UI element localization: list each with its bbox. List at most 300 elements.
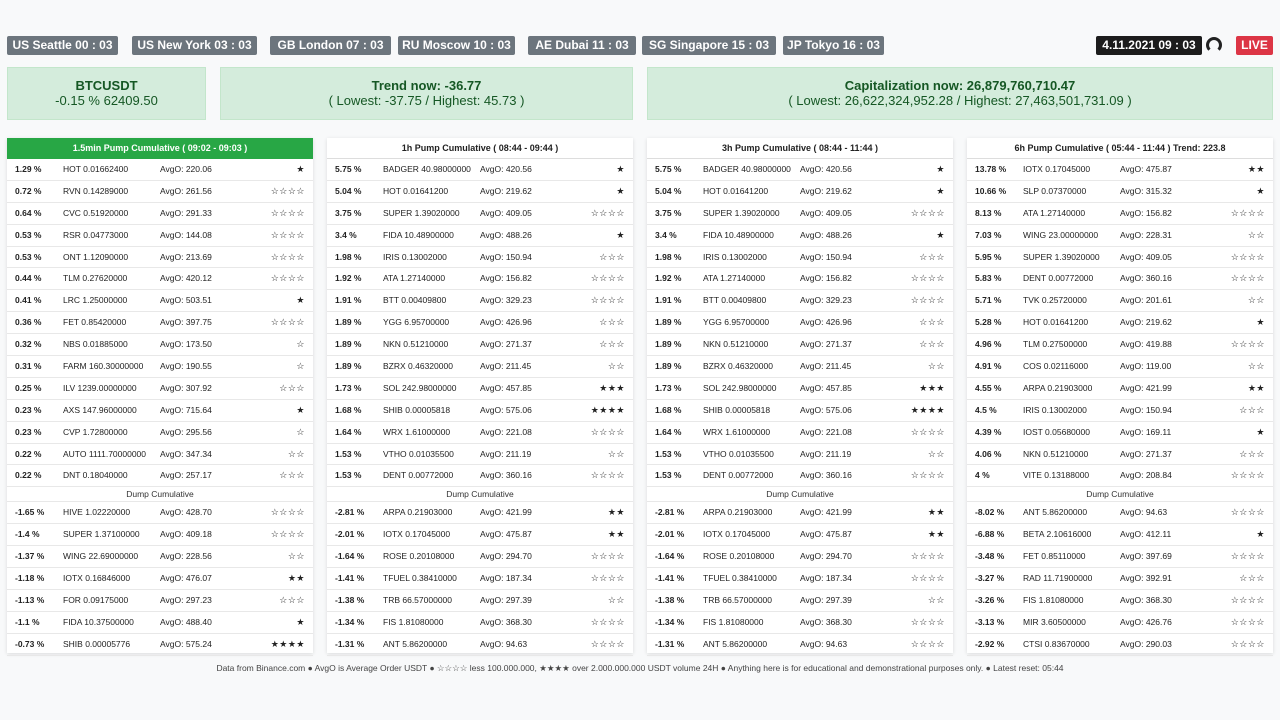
average-order: AvgO: 187.34 <box>800 573 852 584</box>
volume-stars: ☆☆☆ <box>1239 448 1265 459</box>
pump-row <box>967 268 1273 290</box>
symbol-price: FIDA 10.48900000 <box>703 229 774 240</box>
average-order: AvgO: 271.37 <box>1120 448 1172 459</box>
volume-stars: ☆☆ <box>607 594 625 605</box>
dump-row <box>7 612 313 634</box>
ticker-symbol: BTCUSDT <box>75 78 138 93</box>
change-percent: 1.89 % <box>655 361 682 372</box>
top-bar <box>7 36 1273 55</box>
volume-stars: ☆☆ <box>1247 295 1265 306</box>
clock-singapore: SG Singapore 15 : 03 <box>642 36 776 55</box>
change-percent: 5.75 % <box>335 164 362 174</box>
symbol-price: ILV 1239.00000000 <box>63 382 137 393</box>
change-percent: 0.36 % <box>15 317 42 328</box>
volume-stars: ★★★ <box>599 382 625 393</box>
change-percent: 1.89 % <box>335 317 362 328</box>
symbol-price: RAD 11.71900000 <box>1023 573 1093 584</box>
volume-stars: ☆☆☆☆ <box>590 426 625 437</box>
volume-stars: ★★★ <box>919 382 945 393</box>
change-percent: 5.71 % <box>975 295 1002 306</box>
symbol-price: ATA 1.27140000 <box>383 273 446 284</box>
average-order: AvgO: 201.61 <box>1120 295 1172 306</box>
change-percent: 1.91 % <box>335 295 362 306</box>
volume-stars: ☆☆☆☆ <box>590 295 625 306</box>
pump-row <box>327 356 633 378</box>
change-percent: 5.04 % <box>655 185 682 196</box>
pump-row <box>327 159 633 181</box>
average-order: AvgO: 715.64 <box>160 404 212 415</box>
symbol-price: VTHO 0.01035500 <box>703 448 774 459</box>
average-order: AvgO: 488.26 <box>800 229 852 240</box>
volume-stars: ☆☆☆☆ <box>1230 638 1265 649</box>
dump-row <box>327 568 633 590</box>
average-order: AvgO: 575.24 <box>160 638 212 649</box>
panel-title[interactable]: 1h Pump Cumulative ( 08:44 - 09:44 ) <box>327 138 633 159</box>
pump-row <box>327 444 633 466</box>
dump-row <box>7 546 313 568</box>
average-order: AvgO: 421.99 <box>480 507 532 518</box>
symbol-price: FET 0.85420000 <box>63 317 127 328</box>
dump-row <box>327 524 633 546</box>
average-order: AvgO: 219.62 <box>800 185 852 196</box>
change-percent: 0.23 % <box>15 404 42 415</box>
pump-row <box>967 225 1273 247</box>
symbol-price: TRB 66.57000000 <box>383 594 452 605</box>
change-percent: 0.32 % <box>15 339 42 350</box>
symbol-price: SHIB 0.00005818 <box>703 404 771 415</box>
symbol-price: TFUEL 0.38410000 <box>703 573 777 584</box>
volume-stars: ☆☆☆ <box>599 251 625 262</box>
symbol-price: SUPER 1.37100000 <box>63 529 140 540</box>
panel-6h <box>967 138 1273 653</box>
average-order: AvgO: 228.56 <box>160 551 212 562</box>
volume-stars: ☆☆☆☆ <box>1230 594 1265 605</box>
volume-stars: ☆☆☆☆ <box>590 470 625 481</box>
average-order: AvgO: 421.99 <box>1120 382 1172 393</box>
volume-stars: ☆☆☆☆ <box>270 251 305 262</box>
symbol-price: IOST 0.05680000 <box>1023 426 1090 437</box>
panel-title[interactable]: 6h Pump Cumulative ( 05:44 - 11:44 ) Trend: 223.8 <box>967 138 1273 159</box>
symbol-price: BETA 2.10616000 <box>1023 529 1092 540</box>
change-percent: 4 % <box>975 470 990 481</box>
average-order: AvgO: 150.94 <box>480 251 532 262</box>
change-percent: 0.22 % <box>15 448 42 459</box>
average-order: AvgO: 329.23 <box>800 295 852 306</box>
pump-row <box>647 159 953 181</box>
average-order: AvgO: 211.45 <box>800 361 852 372</box>
average-order: AvgO: 208.84 <box>1120 470 1172 481</box>
average-order: AvgO: 144.08 <box>160 229 212 240</box>
symbol-price: HOT 0.01641200 <box>703 185 769 196</box>
pump-row <box>327 225 633 247</box>
average-order: AvgO: 426.96 <box>800 317 852 328</box>
volume-stars: ☆ <box>296 339 305 350</box>
average-order: AvgO: 329.23 <box>480 295 532 306</box>
pump-row <box>7 268 313 290</box>
volume-stars: ☆☆ <box>927 448 945 459</box>
volume-stars: ☆☆☆☆ <box>590 207 625 218</box>
current-datetime: 4.11.2021 09 : 03 <box>1096 36 1202 55</box>
pump-row <box>967 356 1273 378</box>
average-order: AvgO: 368.30 <box>480 616 532 627</box>
change-percent: 13.78 % <box>975 164 1007 174</box>
change-percent: -1.37 % <box>15 551 45 562</box>
panel-title[interactable]: 3h Pump Cumulative ( 08:44 - 11:44 ) <box>647 138 953 159</box>
pump-row <box>967 378 1273 400</box>
symbol-price: FIS 1.81080000 <box>703 616 764 627</box>
volume-stars: ☆☆☆ <box>919 317 945 328</box>
change-percent: 3.75 % <box>655 207 682 218</box>
average-order: AvgO: 211.19 <box>800 448 852 459</box>
symbol-price: FOR 0.09175000 <box>63 594 129 605</box>
change-percent: 4.39 % <box>975 426 1002 437</box>
average-order: AvgO: 156.82 <box>480 273 532 284</box>
trend-now: Trend now: -36.77 <box>371 78 482 93</box>
change-percent: 5.28 % <box>975 317 1002 328</box>
change-percent: 3.4 % <box>655 229 677 240</box>
pump-row <box>327 378 633 400</box>
average-order: AvgO: 213.69 <box>160 251 212 262</box>
volume-stars: ☆☆ <box>927 361 945 372</box>
dump-row <box>647 590 953 612</box>
symbol-price: HOT 0.01662400 <box>63 164 129 174</box>
change-percent: -1.13 % <box>15 594 45 605</box>
symbol-price: VITE 0.13188000 <box>1023 470 1090 481</box>
symbol-price: AXS 147.96000000 <box>63 404 137 415</box>
dump-row <box>327 590 633 612</box>
pump-row <box>7 181 313 203</box>
symbol-price: TVK 0.25720000 <box>1023 295 1087 306</box>
change-percent: 1.98 % <box>335 251 362 262</box>
volume-stars: ☆☆☆☆ <box>270 185 305 196</box>
change-percent: 1.92 % <box>655 273 682 284</box>
panel-title[interactable]: 1.5min Pump Cumulative ( 09:02 - 09:03 ) <box>7 138 313 159</box>
dump-row <box>7 590 313 612</box>
dump-row <box>967 502 1273 524</box>
symbol-price: ARPA 0.21903000 <box>383 507 453 518</box>
volume-stars: ☆☆☆☆ <box>590 273 625 284</box>
volume-stars: ☆☆☆ <box>1239 573 1265 584</box>
volume-stars: ☆☆☆☆ <box>1230 273 1265 284</box>
change-percent: 4.91 % <box>975 361 1002 372</box>
change-percent: -1.34 % <box>335 616 365 627</box>
symbol-price: WRX 1.61000000 <box>703 426 771 437</box>
volume-stars: ☆☆ <box>1247 361 1265 372</box>
volume-stars: ☆☆☆ <box>919 251 945 262</box>
change-percent: 0.72 % <box>15 185 42 196</box>
pump-row <box>647 181 953 203</box>
symbol-price: VTHO 0.01035500 <box>383 448 454 459</box>
change-percent: 0.23 % <box>15 426 42 437</box>
pump-row <box>7 225 313 247</box>
average-order: AvgO: 220.06 <box>160 164 212 174</box>
volume-stars: ☆☆☆☆ <box>1230 551 1265 562</box>
pump-row <box>647 225 953 247</box>
footer-note: Data from Binance.com ● AvgO is Average Order USDT ● ☆☆☆☆ less 100.000.000, ★★★★ over 2.000.000.000 USDT volume 24H ● Anything here is for educational and demonstrational purposes only. ● Latest reset: 05:44 <box>216 663 1064 673</box>
average-order: AvgO: 488.40 <box>160 616 212 627</box>
volume-stars: ★ <box>296 164 305 174</box>
symbol-price: BADGER 40.98000000 <box>383 164 471 174</box>
pump-row <box>7 356 313 378</box>
average-order: AvgO: 315.32 <box>1120 185 1172 196</box>
volume-stars: ☆☆ <box>927 594 945 605</box>
symbol-price: ATA 1.27140000 <box>1023 207 1086 218</box>
trend-range: ( Lowest: -37.75 / Highest: 45.73 ) <box>328 93 525 108</box>
symbol-price: BADGER 40.98000000 <box>703 164 791 174</box>
average-order: AvgO: 307.92 <box>160 382 212 393</box>
average-order: AvgO: 261.56 <box>160 185 212 196</box>
volume-stars: ★★ <box>927 507 945 518</box>
pump-row <box>327 334 633 356</box>
change-percent: 1.64 % <box>655 426 682 437</box>
change-percent: 1.68 % <box>655 404 682 415</box>
symbol-price: NKN 0.51210000 <box>383 339 449 350</box>
pump-row <box>7 444 313 466</box>
average-order: AvgO: 575.06 <box>800 404 852 415</box>
symbol-price: AUTO 1111.70000000 <box>63 448 147 459</box>
volume-stars: ★ <box>936 229 945 240</box>
average-order: AvgO: 409.05 <box>1120 251 1172 262</box>
change-percent: 4.96 % <box>975 339 1002 350</box>
pump-row <box>647 334 953 356</box>
change-percent: 1.53 % <box>335 448 362 459</box>
capitalization-box <box>647 67 1273 120</box>
volume-stars: ☆☆☆☆ <box>910 426 945 437</box>
average-order: AvgO: 420.56 <box>480 164 532 174</box>
pump-row <box>7 312 313 334</box>
dump-row <box>327 634 633 656</box>
change-percent: -1.18 % <box>15 573 45 584</box>
volume-stars: ☆☆ <box>287 551 305 562</box>
pump-row <box>647 356 953 378</box>
symbol-price: CVP 1.72800000 <box>63 426 128 437</box>
volume-stars: ☆☆☆ <box>279 594 305 605</box>
change-percent: 0.41 % <box>15 295 42 306</box>
dump-row <box>967 524 1273 546</box>
change-percent: -1.1 % <box>15 616 40 627</box>
dump-section-label: Dump Cumulative <box>967 487 1273 502</box>
average-order: AvgO: 397.69 <box>1120 551 1172 562</box>
pump-row <box>967 159 1273 181</box>
pump-row <box>647 465 953 487</box>
volume-stars: ☆☆ <box>287 448 305 459</box>
symbol-price: BTT 0.00409800 <box>703 295 767 306</box>
dump-row <box>967 546 1273 568</box>
change-percent: -2.01 % <box>655 529 685 540</box>
volume-stars: ☆☆☆☆ <box>1230 616 1265 627</box>
average-order: AvgO: 426.76 <box>1120 616 1172 627</box>
average-order: AvgO: 420.56 <box>800 164 852 174</box>
change-percent: 1.89 % <box>655 317 682 328</box>
dump-section-label: Dump Cumulative <box>327 487 633 502</box>
average-order: AvgO: 421.99 <box>800 507 852 518</box>
volume-stars: ★ <box>616 164 625 174</box>
pump-row <box>327 465 633 487</box>
dump-section-label: Dump Cumulative <box>647 487 953 502</box>
change-percent: 1.53 % <box>335 470 362 481</box>
symbol-price: CVC 0.51920000 <box>63 207 129 218</box>
change-percent: -1.64 % <box>335 551 365 562</box>
symbol-price: TLM 0.27620000 <box>63 273 128 284</box>
pump-row <box>7 378 313 400</box>
volume-stars: ★ <box>296 616 305 627</box>
average-order: AvgO: 228.31 <box>1120 229 1172 240</box>
symbol-price: HOT 0.01641200 <box>1023 317 1089 328</box>
change-percent: -1.34 % <box>655 616 685 627</box>
change-percent: 1.73 % <box>655 382 682 393</box>
pump-row <box>327 268 633 290</box>
pump-row <box>327 400 633 422</box>
symbol-price: FET 0.85110000 <box>1023 551 1086 562</box>
change-percent: -3.27 % <box>975 573 1005 584</box>
symbol-price: ROSE 0.20108000 <box>703 551 775 562</box>
pump-row <box>967 290 1273 312</box>
symbol-price: IRIS 0.13002000 <box>1023 404 1087 415</box>
change-percent: -3.48 % <box>975 551 1005 562</box>
volume-stars: ☆☆☆☆ <box>910 616 945 627</box>
pump-row <box>7 203 313 225</box>
average-order: AvgO: 187.34 <box>480 573 532 584</box>
change-percent: 1.64 % <box>335 426 362 437</box>
volume-stars: ☆☆☆☆ <box>1230 507 1265 518</box>
average-order: AvgO: 219.62 <box>480 185 532 196</box>
trend-box <box>220 67 633 120</box>
pump-row <box>967 444 1273 466</box>
average-order: AvgO: 290.03 <box>1120 638 1172 649</box>
average-order: AvgO: 211.19 <box>480 448 532 459</box>
dump-row <box>327 612 633 634</box>
pump-row <box>647 378 953 400</box>
average-order: AvgO: 419.88 <box>1120 339 1172 350</box>
dump-row <box>647 612 953 634</box>
change-percent: 0.22 % <box>15 470 42 481</box>
symbol-price: NBS 0.01885000 <box>63 339 128 350</box>
volume-stars: ★ <box>936 164 945 174</box>
change-percent: 5.04 % <box>335 185 362 196</box>
volume-stars: ☆☆☆☆ <box>270 317 305 328</box>
change-percent: 1.98 % <box>655 251 682 262</box>
volume-stars: ☆☆☆☆ <box>270 273 305 284</box>
volume-stars: ☆☆☆ <box>919 339 945 350</box>
pump-row <box>7 290 313 312</box>
pump-row <box>967 465 1273 487</box>
dump-row <box>967 568 1273 590</box>
symbol-price: ARPA 0.21903000 <box>1023 382 1093 393</box>
volume-stars: ☆☆☆☆ <box>910 551 945 562</box>
change-percent: 1.68 % <box>335 404 362 415</box>
average-order: AvgO: 297.23 <box>160 594 212 605</box>
volume-stars: ★ <box>1256 426 1265 437</box>
volume-stars: ★ <box>1256 185 1265 196</box>
pump-row <box>647 290 953 312</box>
volume-stars: ★★ <box>607 507 625 518</box>
average-order: AvgO: 295.56 <box>160 426 212 437</box>
pump-row <box>967 312 1273 334</box>
volume-stars: ★★ <box>1247 164 1265 174</box>
clock-moscow: RU Moscow 10 : 03 <box>398 36 515 55</box>
average-order: AvgO: 291.33 <box>160 207 212 218</box>
dump-row <box>647 634 953 656</box>
change-percent: -1.64 % <box>655 551 685 562</box>
symbol-price: IRIS 0.13002000 <box>703 251 767 262</box>
volume-stars: ★★ <box>287 573 305 584</box>
change-percent: -1.4 % <box>15 529 40 540</box>
pump-row <box>327 181 633 203</box>
volume-stars: ☆☆☆☆ <box>910 295 945 306</box>
average-order: AvgO: 150.94 <box>800 251 852 262</box>
change-percent: -2.01 % <box>335 529 365 540</box>
change-percent: 1.29 % <box>15 164 42 174</box>
symbol-price: IRIS 0.13002000 <box>383 251 447 262</box>
volume-stars: ☆☆☆☆ <box>1230 470 1265 481</box>
change-percent: 1.53 % <box>655 470 682 481</box>
symbol-price: NKN 0.51210000 <box>1023 448 1089 459</box>
average-order: AvgO: 294.70 <box>480 551 532 562</box>
volume-stars: ☆☆☆☆ <box>590 551 625 562</box>
change-percent: -1.41 % <box>335 573 365 584</box>
change-percent: -1.65 % <box>15 507 45 518</box>
symbol-price: CTSI 0.83670000 <box>1023 638 1090 649</box>
symbol-price: COS 0.02116000 <box>1023 361 1089 372</box>
average-order: AvgO: 457.85 <box>480 382 532 393</box>
change-percent: -1.41 % <box>655 573 685 584</box>
symbol-price: ONT 1.12090000 <box>63 251 129 262</box>
symbol-price: BZRX 0.46320000 <box>703 361 773 372</box>
change-percent: -0.73 % <box>15 638 45 649</box>
dump-row <box>327 502 633 524</box>
change-percent: 3.75 % <box>335 207 362 218</box>
change-percent: 1.92 % <box>335 273 362 284</box>
ticker-value: -0.15 % 62409.50 <box>55 93 158 108</box>
average-order: AvgO: 156.82 <box>1120 207 1172 218</box>
volume-stars: ☆☆☆☆ <box>590 616 625 627</box>
symbol-price: TFUEL 0.38410000 <box>383 573 457 584</box>
live-badge[interactable]: LIVE <box>1236 36 1273 55</box>
volume-stars: ☆☆☆☆ <box>590 638 625 649</box>
average-order: AvgO: 575.06 <box>480 404 532 415</box>
change-percent: -2.81 % <box>655 507 685 518</box>
clock-dubai: AE Dubai 11 : 03 <box>528 36 636 55</box>
symbol-price: WING 23.00000000 <box>1023 229 1099 240</box>
volume-stars: ★ <box>296 404 305 415</box>
pump-row <box>7 334 313 356</box>
change-percent: 0.31 % <box>15 361 42 372</box>
average-order: AvgO: 360.16 <box>800 470 852 481</box>
change-percent: 0.53 % <box>15 251 42 262</box>
symbol-price: IOTX 0.17045000 <box>1023 164 1091 174</box>
pump-row <box>647 422 953 444</box>
average-order: AvgO: 94.63 <box>1120 507 1168 518</box>
pump-row <box>967 181 1273 203</box>
volume-stars: ☆☆☆☆ <box>1230 251 1265 262</box>
dump-row <box>647 524 953 546</box>
symbol-price: IOTX 0.16846000 <box>63 573 131 584</box>
average-order: AvgO: 119.00 <box>1120 361 1172 372</box>
symbol-price: ATA 1.27140000 <box>703 273 766 284</box>
pump-row <box>967 203 1273 225</box>
change-percent: -8.02 % <box>975 507 1005 518</box>
change-percent: 8.13 % <box>975 207 1002 218</box>
symbol-price: DNT 0.18040000 <box>63 470 128 481</box>
pump-row <box>327 290 633 312</box>
symbol-price: RSR 0.04773000 <box>63 229 129 240</box>
change-percent: -1.38 % <box>655 594 685 605</box>
average-order: AvgO: 409.05 <box>800 207 852 218</box>
average-order: AvgO: 409.18 <box>160 529 212 540</box>
volume-stars: ☆☆☆ <box>1239 404 1265 415</box>
dump-row <box>967 590 1273 612</box>
symbol-price: IOTX 0.17045000 <box>703 529 771 540</box>
